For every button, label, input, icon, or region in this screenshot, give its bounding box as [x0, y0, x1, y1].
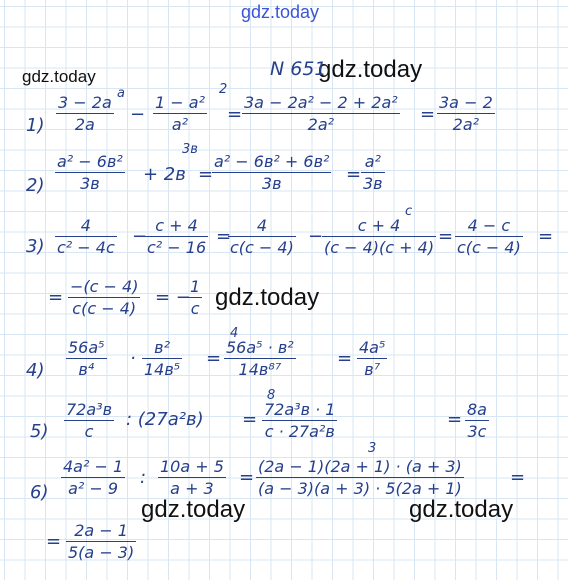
fraction-bar — [68, 297, 140, 298]
ex3-f4-denominator: (c − 4)(c + 4) — [324, 238, 435, 257]
ex5-fraction-1 — [64, 400, 114, 441]
ex3-fraction-5 — [455, 216, 523, 257]
ex6-f1-denominator: a² − 9 — [68, 479, 119, 498]
ex5-f3-numerator: 8a — [467, 400, 487, 419]
fraction-bar — [437, 113, 495, 114]
fraction-bar — [158, 477, 226, 478]
ex3-f2-denominator: c² − 16 — [147, 238, 207, 257]
ex2-f3-numerator: a² — [364, 152, 381, 171]
ex3-fraction-1 — [55, 216, 117, 257]
ex5-cancel-bottom: 3 — [368, 441, 377, 456]
exercise-3-label: 3) — [26, 236, 45, 257]
ex4-fraction-2 — [142, 338, 182, 379]
ex5-fraction-3 — [465, 400, 489, 441]
ex5-f2-denominator: c · 27a²в — [264, 422, 335, 441]
watermark-bottom-left: gdz.today — [141, 496, 246, 523]
fraction-bar — [262, 420, 337, 421]
watermark-bottom-right: gdz.today — [409, 496, 514, 523]
watermark-top: gdz.today — [241, 2, 320, 22]
ex6-f3-denominator: (a − 3)(a + 3) · 5(2a + 1) — [258, 479, 462, 498]
ex3-f5-denominator: c(c − 4) — [457, 238, 521, 257]
ex3-f7-denominator: c — [190, 299, 200, 318]
ex2-f1-denominator: 3в — [80, 174, 100, 193]
fraction-bar — [357, 358, 387, 359]
ex3-f4-numerator: c + 4 — [357, 216, 401, 235]
ex6-equals-3: = — [46, 531, 62, 552]
ex6-colon: : — [140, 467, 147, 488]
fraction-bar — [242, 113, 400, 114]
ex5-f1-numerator: 72a³в — [66, 400, 113, 419]
ex1-fraction-3 — [242, 93, 400, 134]
ex4-fraction-1 — [66, 338, 107, 379]
ex3-equals-4: = — [48, 287, 64, 308]
ex1-f3-numerator: 3a − 2a² − 2 + 2a² — [244, 93, 398, 112]
ex5-fraction-2 — [262, 400, 337, 441]
ex3-equals-2: = — [438, 226, 454, 247]
fraction-bar — [66, 541, 136, 542]
ex3-equals-3: = — [538, 226, 554, 247]
ex3-equals-5: = − — [155, 287, 191, 308]
ex3-f4-multiplier: c — [405, 204, 413, 219]
ex4-f2-numerator: в² — [154, 338, 171, 357]
ex1-f4-denominator: 2a² — [452, 115, 480, 134]
ex6-f1-numerator: 4a² − 1 — [63, 457, 124, 476]
ex1-f4-numerator: 3a − 2 — [439, 93, 493, 112]
ex1-fraction-4 — [437, 93, 495, 134]
fraction-bar — [153, 113, 207, 114]
ex4-f1-numerator: 56a⁵ — [68, 338, 105, 357]
ex4-f1-denominator: в⁴ — [78, 360, 95, 379]
ex3-fraction-4 — [322, 216, 436, 257]
ex5-f2-numerator: 72a³в · 1 — [264, 400, 336, 419]
ex2-f2-numerator: a² − 6в² + 6в² — [214, 152, 330, 171]
ex4-multiply-dot: · — [130, 348, 136, 369]
ex3-fraction-3 — [228, 216, 296, 257]
ex1-equals-2: = — [420, 104, 436, 125]
ex6-f4-numerator: 2a − 1 — [74, 521, 128, 540]
ex3-f3-numerator: 4 — [256, 216, 268, 235]
ex2-f1-numerator: a² − 6в² — [57, 152, 123, 171]
ex2-f2-denominator: 3в — [261, 174, 282, 193]
ex6-equals-2: = — [510, 467, 526, 488]
ex3-f6-numerator: −(c − 4) — [70, 277, 139, 296]
ex4-f3-denominator: 14в⁸⁷ — [238, 360, 282, 379]
ex1-f1-numerator: 3 − 2a — [58, 93, 112, 112]
ex3-f1-denominator: c² − 4c — [57, 238, 115, 257]
ex3-f5-numerator: 4 − c — [467, 216, 511, 235]
watermark-left: gdz.today — [22, 67, 96, 86]
ex2-equals-2: = — [346, 164, 362, 185]
ex4-f2-denominator: 14в⁵ — [144, 360, 181, 379]
ex2-fraction-3 — [361, 152, 385, 193]
fraction-bar — [56, 113, 114, 114]
ex4-f3-numerator: 56a⁵ · в² — [226, 338, 294, 357]
ex2-fraction-1 — [55, 152, 125, 193]
ex5-f3-denominator: 3c — [467, 422, 487, 441]
ex3-fraction-2 — [145, 216, 208, 257]
exercise-4-label: 4) — [26, 360, 45, 381]
ex5-equals-1: = — [242, 409, 258, 430]
ex1-equals-1: = — [227, 104, 243, 125]
ex4-equals-1: = — [206, 348, 222, 369]
exercise-5-label: 5) — [30, 421, 49, 442]
ex3-equals-1: = — [216, 226, 232, 247]
exercise-6-label: 6) — [30, 482, 49, 503]
ex2-plus-term: + 2в — [143, 164, 186, 185]
fraction-bar — [64, 420, 114, 421]
ex5-equals-2: = — [447, 409, 463, 430]
ex5-cancel-top: 8 — [267, 388, 276, 403]
ex3-minus-1: − — [132, 226, 148, 247]
ex2-fraction-2 — [212, 152, 331, 193]
ex4-f4-numerator: 4a⁵ — [359, 338, 386, 357]
fraction-bar — [55, 172, 125, 173]
ex6-f2-numerator: 10a + 5 — [160, 457, 224, 476]
ex6-fraction-4 — [66, 521, 136, 562]
fraction-bar — [66, 358, 107, 359]
ex1-f1-multiplier: a — [117, 86, 125, 101]
problem-number: N 651 — [270, 58, 327, 80]
ex6-f2-denominator: a + 3 — [170, 479, 214, 498]
ex3-minus-2: − — [308, 226, 324, 247]
ex3-f7-numerator: 1 — [190, 277, 201, 296]
ex1-fraction-2 — [153, 93, 207, 134]
ex4-equals-2: = — [337, 348, 353, 369]
fraction-bar — [361, 172, 385, 173]
fraction-bar — [465, 420, 489, 421]
fraction-bar — [212, 172, 331, 173]
ex1-fraction-1 — [56, 93, 114, 134]
ex2-f3-denominator: 3в — [363, 174, 383, 193]
ex6-f4-denominator: 5(a − 3) — [68, 543, 135, 562]
ex6-fraction-1 — [61, 457, 125, 498]
ex3-f1-numerator: 4 — [80, 216, 91, 235]
fraction-bar — [188, 297, 202, 298]
ex5-divide-term: : (27a²в) — [126, 409, 204, 430]
fraction-bar — [61, 477, 125, 478]
ex2-equals-1: = — [198, 164, 214, 185]
fraction-bar — [55, 236, 117, 237]
ex4-f4-denominator: в⁷ — [364, 360, 381, 379]
watermark-right: gdz.today — [318, 56, 423, 83]
fraction-bar — [455, 236, 523, 237]
ex3-f2-numerator: c + 4 — [155, 216, 198, 235]
ex1-f2-numerator: 1 − a² — [155, 93, 205, 112]
ex4-cancel-note: 4 — [230, 326, 239, 341]
ex3-f6-denominator: c(c − 4) — [72, 299, 137, 318]
ex1-f2-multiplier: 2 — [219, 82, 228, 97]
ex3-f3-denominator: c(c − 4) — [230, 238, 294, 257]
ex6-f3-numerator: (2a − 1)(2a + 1) · (a + 3) — [258, 457, 462, 476]
fraction-bar — [142, 358, 182, 359]
ex6-fraction-2 — [158, 457, 226, 498]
ex1-f2-denominator: a² — [171, 115, 189, 134]
ex4-fraction-3 — [224, 338, 296, 379]
ex1-minus: − — [130, 104, 146, 125]
exercise-2-label: 2) — [26, 175, 45, 196]
fraction-bar — [145, 236, 208, 237]
ex6-equals-1: = — [239, 467, 255, 488]
ex2-multiplier: 3в — [182, 142, 198, 157]
exercise-1-label: 1) — [26, 115, 45, 136]
ex1-f1-denominator: 2a — [74, 115, 95, 134]
fraction-bar — [256, 477, 464, 478]
fraction-bar — [322, 236, 436, 237]
fraction-bar — [224, 358, 296, 359]
ex4-fraction-4 — [357, 338, 387, 379]
ex1-f3-denominator: 2a² — [307, 115, 335, 134]
fraction-bar — [228, 236, 296, 237]
ex3-fraction-7 — [188, 277, 202, 318]
ex3-fraction-6 — [68, 277, 140, 318]
watermark-middle: gdz.today — [215, 284, 320, 311]
ex6-fraction-3 — [256, 457, 464, 498]
ex5-f1-denominator: c — [84, 422, 94, 441]
